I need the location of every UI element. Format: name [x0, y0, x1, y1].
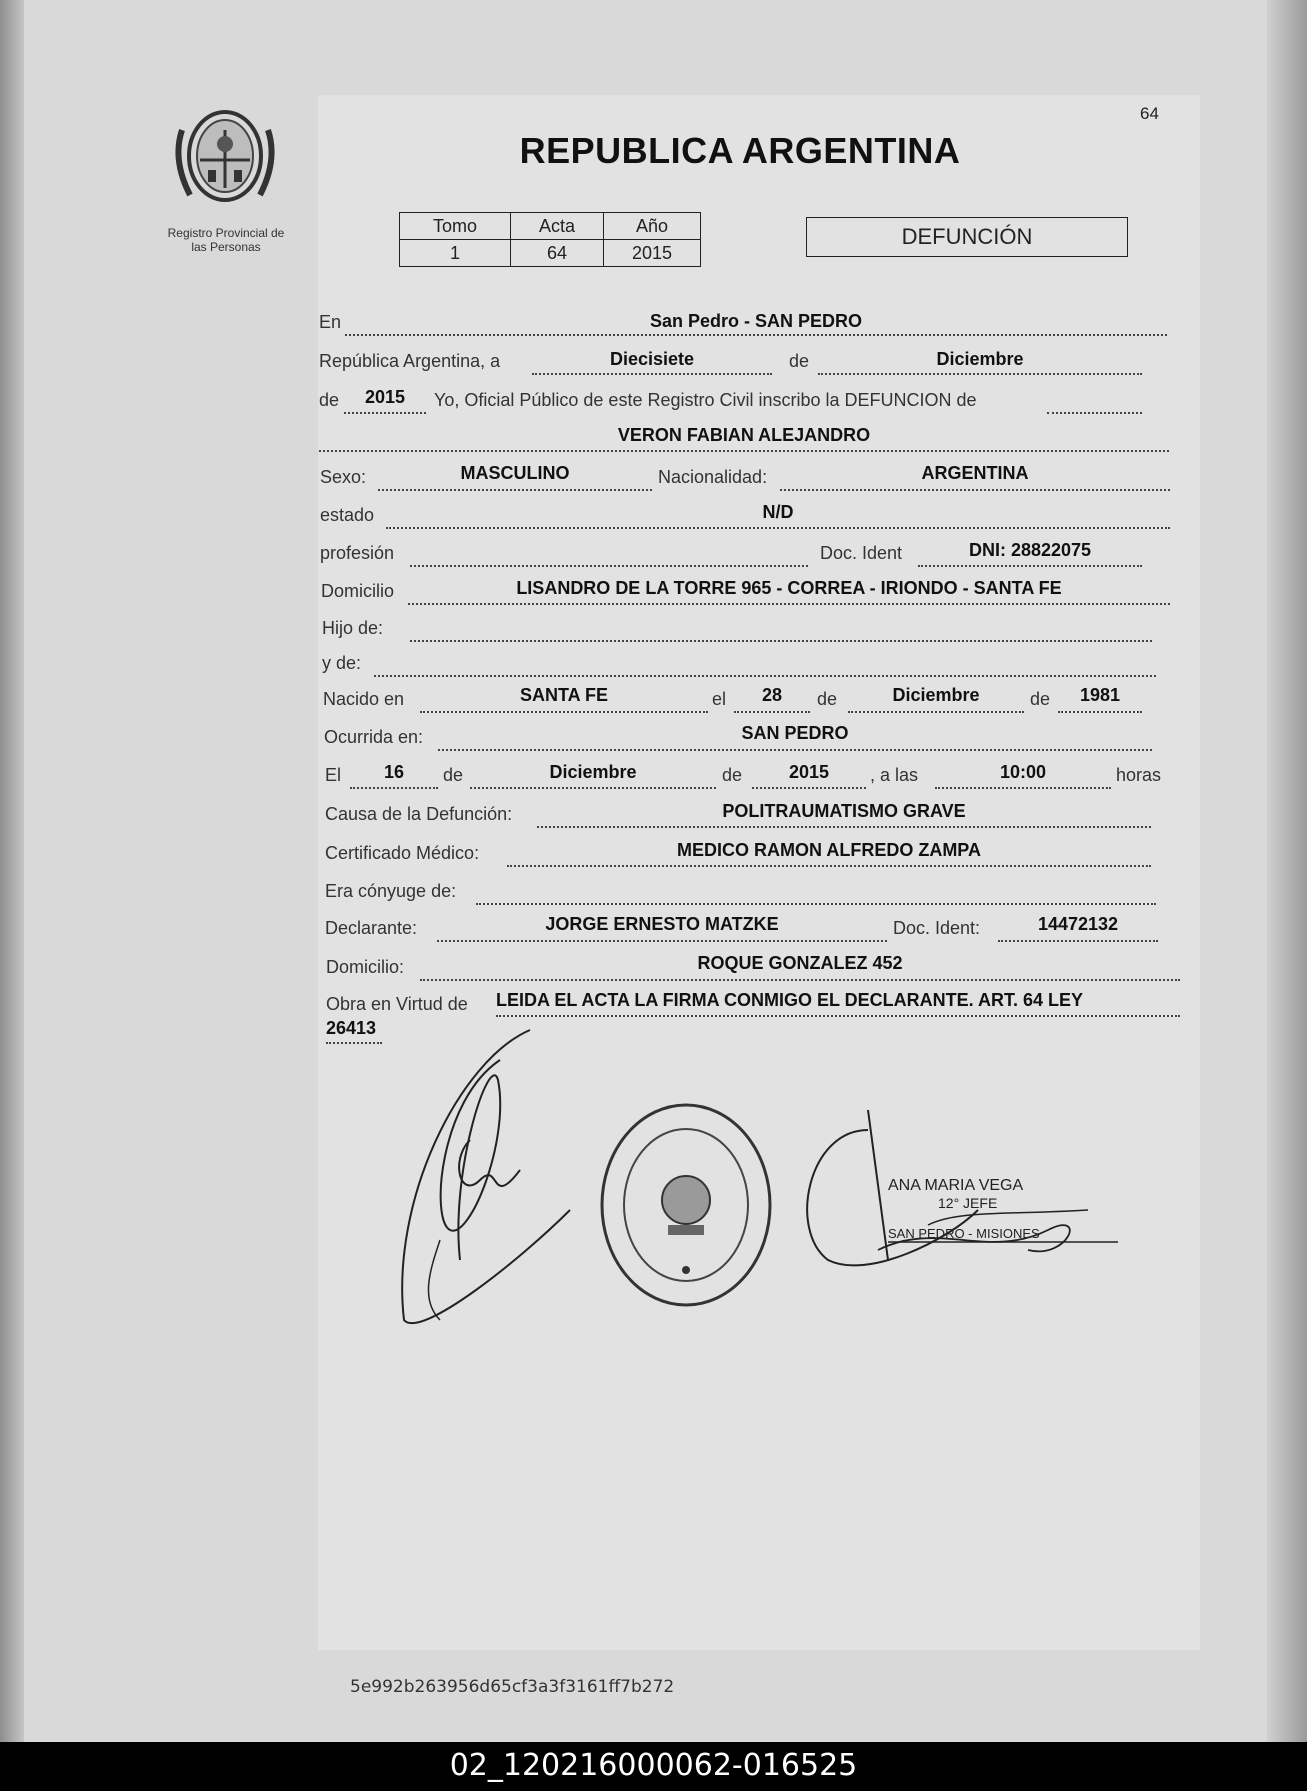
line-causa	[537, 826, 1151, 828]
line-y-de	[374, 675, 1156, 677]
logo-caption-line1: Registro Provincial de	[167, 226, 285, 240]
label-domicilio: Domicilio	[321, 581, 395, 601]
line-nac-anio	[1058, 711, 1142, 713]
label-doc-ident: Doc. Ident	[820, 543, 903, 563]
declarant-signature	[380, 1020, 580, 1340]
line-anio	[344, 412, 426, 414]
line-conyuge	[476, 903, 1156, 905]
value-domicilio: LISANDRO DE LA TORRE 965 - CORREA - IRIONDO - SANTA FE	[516, 578, 1062, 598]
registry-value-tomo: 1	[400, 240, 511, 267]
line-declarante-doc	[998, 940, 1158, 942]
value-anio: 2015	[364, 387, 406, 407]
line-def-anio	[752, 787, 866, 789]
line-en	[345, 334, 1167, 336]
value-nombre: VERON FABIAN ALEJANDRO	[617, 425, 871, 445]
label-sexo: Sexo:	[320, 467, 367, 487]
value-hora: 10:00	[999, 762, 1047, 782]
line-declarante-domicilio	[420, 979, 1180, 981]
value-nac-dia: 28	[761, 685, 783, 705]
record-type-box: DEFUNCIÓN	[806, 217, 1128, 257]
value-obra-linea1: LEIDA EL ACTA LA FIRMA CONMIGO EL DECLARANTE. ART. 64 LEY	[496, 990, 1084, 1010]
registry-header-row	[400, 213, 701, 240]
value-causa: POLITRAUMATISMO GRAVE	[722, 801, 966, 821]
label-doc-ident2: Doc. Ident:	[893, 918, 981, 938]
label-de2: de	[319, 390, 340, 410]
line-def-dia	[350, 787, 438, 789]
label-conyuge: Era cónyuge de:	[325, 881, 457, 901]
value-def-dia: 16	[383, 762, 405, 782]
value-obra-linea2: 26413	[326, 1018, 377, 1038]
line-hijo-de	[410, 640, 1152, 642]
label-nac-de1: de	[817, 689, 838, 709]
line-doc-ident	[918, 565, 1142, 567]
label-en: En	[319, 312, 342, 332]
line-mes	[818, 373, 1142, 375]
label-republica: República Argentina, a	[319, 351, 501, 371]
label-nacido-en: Nacido en	[323, 689, 405, 709]
registry-header-acta: Acta	[511, 213, 604, 240]
line-nacido-en	[420, 711, 708, 713]
label-yo: Yo, Oficial Público de este Registro Civil inscribo la DEFUNCION de	[434, 390, 977, 410]
value-def-anio: 2015	[788, 762, 830, 782]
value-sexo: MASCULINO	[460, 463, 570, 483]
line-domicilio	[408, 603, 1170, 605]
page-title: REPUBLICA ARGENTINA	[519, 130, 961, 171]
label-causa: Causa de la Defunción:	[325, 804, 513, 824]
label-ocurrida-en: Ocurrida en:	[324, 727, 424, 747]
value-lugar: San Pedro - SAN PEDRO	[649, 311, 863, 331]
label-domicilio2: Domicilio:	[326, 957, 405, 977]
value-nacionalidad: ARGENTINA	[921, 463, 1029, 483]
label-estado: estado	[320, 505, 375, 525]
line-obra-1	[496, 1015, 1180, 1017]
line-nacionalidad	[780, 489, 1170, 491]
label-horas: horas	[1116, 765, 1162, 785]
value-declarante: JORGE ERNESTO MATZKE	[545, 914, 779, 934]
value-mes: Diciembre	[936, 349, 1024, 369]
label-def-de2: de	[722, 765, 743, 785]
label-a-las: , a las	[870, 765, 919, 785]
registry-table	[399, 212, 701, 267]
label-profesion: profesión	[320, 543, 395, 563]
footer-code: 02_120216000062-016525	[449, 1748, 858, 1783]
logo-caption	[148, 226, 304, 254]
line-nombre	[319, 450, 1169, 452]
line-dia	[532, 373, 772, 375]
label-el: el	[712, 689, 727, 709]
value-nac-anio: 1981	[1079, 685, 1121, 705]
value-ocurrida-en: SAN PEDRO	[741, 723, 849, 743]
value-certificado: MEDICO RAMON ALFREDO ZAMPA	[677, 840, 981, 860]
official-seal	[598, 1100, 774, 1310]
label-hijo-de: Hijo de:	[322, 618, 384, 638]
line-hora	[935, 787, 1111, 789]
official-role: 12° JEFE	[938, 1195, 998, 1211]
coat-of-arms-logo	[172, 100, 278, 212]
value-dia: Diecisiete	[609, 349, 695, 369]
logo-caption-line2: las Personas	[191, 240, 261, 254]
page-number: 64	[1140, 104, 1159, 123]
value-def-mes: Diciembre	[549, 762, 637, 782]
line-yo-end	[1047, 412, 1142, 414]
label-y-de: y de:	[322, 653, 362, 673]
line-ocurrida-en	[438, 749, 1152, 751]
line-obra-2	[326, 1042, 382, 1044]
label-de: de	[789, 351, 810, 371]
line-declarante	[437, 940, 887, 942]
document-hash: 5e992b263956d65cf3a3f3161ff7b272	[350, 1677, 675, 1697]
value-nacido-en: SANTA FE	[520, 685, 608, 705]
line-nac-dia	[734, 711, 810, 713]
registry-value-anio: 2015	[604, 240, 701, 267]
label-nac-de2: de	[1030, 689, 1051, 709]
registry-header-tomo: Tomo	[400, 213, 511, 240]
line-nac-mes	[848, 711, 1024, 713]
label-el2: El	[325, 765, 342, 785]
label-certificado: Certificado Médico:	[325, 843, 480, 863]
value-nac-mes: Diciembre	[892, 685, 980, 705]
value-doc-ident: DNI: 28822075	[968, 540, 1092, 560]
label-nacionalidad: Nacionalidad:	[658, 467, 768, 487]
value-declarante-domicilio: ROQUE GONZALEZ 452	[697, 953, 903, 973]
line-certificado	[507, 865, 1151, 867]
value-estado: N/D	[762, 502, 794, 522]
registry-value-acta: 64	[511, 240, 604, 267]
line-def-mes	[470, 787, 716, 789]
line-sexo	[378, 489, 652, 491]
label-def-de1: de	[443, 765, 464, 785]
binding-spine	[0, 0, 24, 1742]
label-declarante: Declarante:	[325, 918, 418, 938]
registry-value-row	[400, 240, 701, 267]
official-signature	[788, 1110, 1128, 1290]
line-estado	[386, 527, 1170, 529]
value-declarante-doc: 14472132	[1037, 914, 1119, 934]
page-edge	[1267, 0, 1307, 1742]
line-profesion	[410, 565, 808, 567]
registry-header-anio: Año	[604, 213, 701, 240]
official-place: SAN PEDRO - MISIONES	[888, 1226, 1040, 1241]
label-obra: Obra en Virtud de	[326, 994, 468, 1014]
official-name: ANA MARIA VEGA	[888, 1177, 1024, 1194]
